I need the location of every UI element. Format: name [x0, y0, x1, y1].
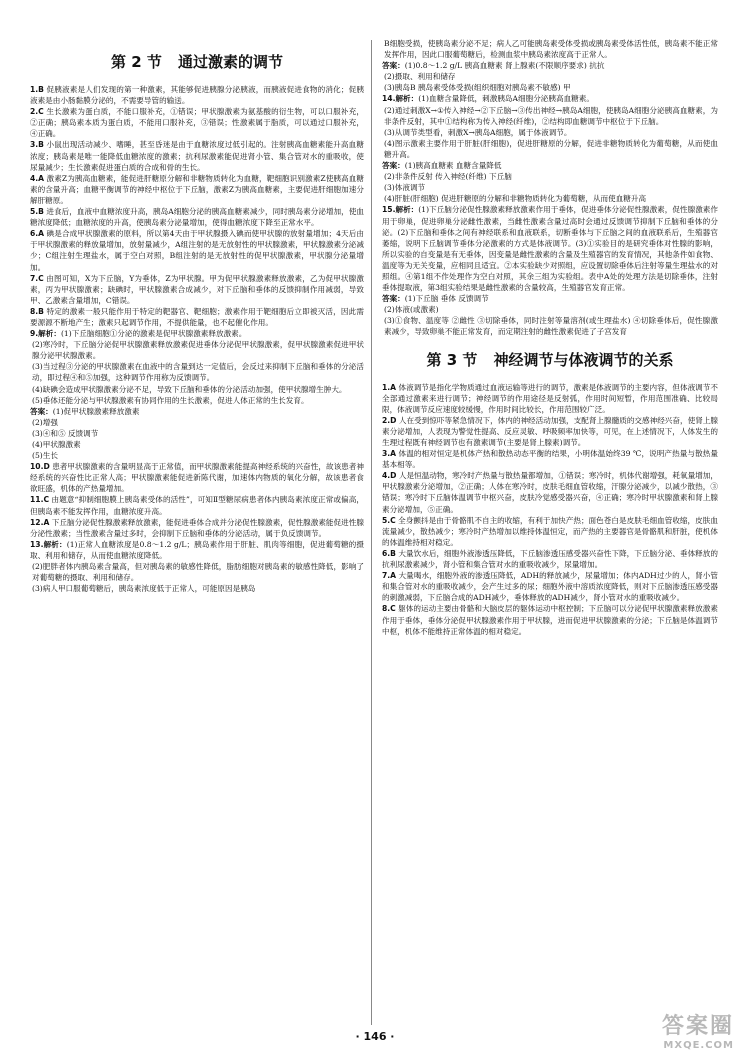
- section-heading: 神经调节与体液调节的关系: [493, 350, 674, 369]
- list-item: (2)增强: [32, 417, 58, 427]
- page-number: · 146 ·: [355, 1030, 395, 1043]
- section-heading: 通过激素的调节: [177, 53, 283, 71]
- left-column: [30, 40, 364, 1025]
- list-item: (2)摄取、利用和储存: [384, 72, 456, 82]
- list-item: (5)垂体还能分泌与甲状腺激素有协同作用的生长激素，促进人体正常的生长发育。: [32, 395, 309, 405]
- list-item: B细胞受损，使胰岛素分泌不足；病人乙可能胰岛素受体受损或胰岛素受体活性低，胰岛素不能正常发挥作用，因此口服葡萄糖后，检测血浆中胰岛素浓度高于正常人。: [384, 39, 718, 60]
- list-item: 7.C 由图可知，X为下丘脑，Y为垂体，Z为甲状腺。甲为促甲状腺激素释放激素，乙为促甲状腺激素，丙为甲状腺激素；缺碘时，甲状腺激素合成减少，对下丘脑和垂体的反馈抑制作用减弱，导致甲、乙激素含量增加，C错误。: [30, 273, 364, 305]
- list-item: (2)肥胖者体内胰岛素含量高，但对胰岛素的敏感性降低，脂肪细胞对胰岛素的敏感性降低，影响了对葡萄糖的摄取、利用和储存。: [32, 562, 364, 583]
- list-item: (3)胰岛B 胰岛素受体受损(组织细胞对胰岛素不敏感) 甲: [384, 83, 571, 93]
- list-item: (2)非条件反射 传入神经(纤维) 下丘脑: [384, 172, 512, 182]
- column-divider: [371, 40, 372, 1025]
- list-item: (4)甲状腺激素: [32, 440, 81, 449]
- list-item: 8.B 特定的激素一般只能作用于特定的靶器官、靶细胞；激素作用于靶细胞后立即被灭活，因此需要源源不断地产生；激素只起调节作用，不提供能量，也不起催化作用。: [30, 306, 364, 327]
- list-item: (4)图示激素主要作用于肝脏(肝细胞)，促进肝糖原的分解，促进非糖物质转化为葡萄糖，从而使血糖升高。: [384, 138, 718, 159]
- list-item: 5.B 进食后，血液中血糖浓度升高，胰岛A细胞分泌的胰高血糖素减少，同时胰岛素分泌增加，使血糖浓度降低；血糖浓度的升高，使胰岛素分泌量增加，使得血糖浓度下降至正常水平。: [30, 207, 364, 228]
- answer-list: [382, 38, 718, 338]
- watermark-logo: [584, 1008, 734, 1052]
- section-title-2: [30, 52, 364, 72]
- list-item: 3.A 体温的相对恒定是机体产热和散热动态平衡的结果，小明体温始终39 ℃，说明产热量与散热量基本相等。: [382, 449, 718, 470]
- list-item: (3)④和⑤ 反馈调节: [32, 428, 99, 438]
- list-item: 14.解析：(1)血糖含量降低，刺激胰岛A细胞分泌胰高血糖素。: [382, 94, 594, 104]
- list-item: (4)肝脏(肝细胞) 促进肝糖原的分解和非糖物质转化为葡萄糖，从而使血糖升高: [384, 194, 647, 204]
- list-item: 6.B 大量饮水后，细胞外液渗透压降低，下丘脑渗透压感受器兴奋性下降，下丘脑分泌、垂体释放的抗利尿激素减少，肾小管和集合管对水的重吸收减少，尿量增加。: [382, 548, 718, 570]
- watermark-url: MXQE.COM: [663, 1040, 734, 1051]
- list-item: 6.A 碘是合成甲状腺激素的原料，所以第4天由于甲状腺摄入碘而使甲状腺的放射量增加；4天后由于甲状腺激素的释放量增加，放射量减少，A组注射的是无放射性的甲状腺激素，甲状腺激素分泌减少；C组注射生理盐水，属于空白对照，B组注射的是无放射性的促甲状腺激素，甲状腺分泌量增加。: [30, 229, 364, 272]
- list-item: 2.C 生长激素为蛋白质，不能口服补充，①错误；甲状腺激素为氨基酸的衍生物，可以口服补充，②正确；胰岛素本质为蛋白质，不能用口服补充，③错误；性激素属于脂质，可以通过口服补充，④正确。: [30, 107, 364, 139]
- list-item: (3)病人甲口服葡萄糖后，胰岛素浓度低于正常人，可能原因是胰岛: [32, 584, 256, 594]
- list-item: 8.C 躯体的运动主要由骨骼和大脑皮层的躯体运动中枢控制；下丘脑可以分泌促甲状腺激素释放激素作用于垂体，垂体分泌促甲状腺激素作用于甲状腺，进而促进甲状腺激素的分泌；下丘脑是体温调节中枢，机体不能维持正常体温的相对稳定。: [382, 604, 718, 636]
- list-item: (2)体液(或激素): [384, 305, 439, 315]
- list-item: 5.C 全身颤抖是由于骨骼肌不自主的收缩，有利于加快产热；面色苍白是皮肤毛细血管收缩，皮肤血流量减少，散热减少；寒冷时产热增加以维持体温恒定，而产热的主要器官是骨骼肌和肝脏，使机体的体温维持相对稳定。: [382, 515, 718, 547]
- list-item: 4.D 人是恒温动物，寒冷时产热量与散热量都增加，①错误；寒冷时，机体代谢增强，耗氧量增加，甲状腺激素分泌增加，②正确；人体在寒冷时，皮肤毛细血管收缩，汗腺分泌减少，以减少散热，③错误；寒冷时下丘脑体温调节中枢兴奋，皮肤冷觉感受器兴奋，④正确；寒冷时甲状腺激素和肾上腺素分泌增加，⑤正确。: [382, 471, 718, 514]
- list-item: 答案：(1)胰高血糖素 血糖含量降低: [382, 161, 502, 171]
- answer-list: [382, 382, 718, 637]
- list-item: 13.解析：(1)正常人血糖浓度是0.8～1.2 g/L；胰岛素作用于肝脏、肌肉等细胞，促进葡萄糖的摄取、利用和储存，从而使血糖浓度降低。: [30, 539, 364, 560]
- list-item: 15.解析：(1)下丘脑分泌促性腺激素释放激素作用于垂体，促进垂体分泌促性腺激素，促性腺激素作用于卵巢，促进卵巢分泌雌性激素，当雌性激素含量过高时会通过反馈调节抑制下丘脑和垂体的分泌。(2)下丘脑和垂体之间有神经联系和血液联系，切断垂体与下丘脑之间的血液联系后，生殖器官萎缩，说明下丘脑调节垂体分泌激素的方式是体液调节。(3)①实验目的是研究垂体对性腺的影响，所以实验的自变量是有无垂体，因变量是雌性激素的含量及生殖器官的发育情况，其他条件如食物、温度等为无关变量，应相同且适宜。②本实验缺少对照组，应设置切除垂体后注射等量生理盐水的对照组。④第1组不作处理作为空白对照，其余三组为实验组。表中A处的处理方法是切除垂体，注射垂体提取液，第3组实验结果是雌性激素的含量较高，生殖器官发育正常。: [382, 205, 718, 293]
- section-title-3: [382, 350, 718, 370]
- list-item: 3.B 小鼠出现活动减少、嗜睡，甚至昏迷是由于血糖浓度过低引起的。注射胰高血糖素能升高血糖浓度；胰岛素是唯一能降低血糖浓度的激素；抗利尿激素能促进肾小管、集合管对水的重吸收，使尿量减少；生长激素促进蛋白质的合成和骨的生长。: [30, 140, 364, 172]
- list-item: (3)当过程③分泌的甲状腺激素在血液中的含量到达一定值后，会反过来抑制下丘脑和垂体的分泌活动，即过程④和⑤加强，这种调节作用称为反馈调节。: [32, 362, 364, 383]
- list-item: 答案：(1)促甲状腺激素释放激素: [30, 406, 140, 416]
- answer-list: [30, 84, 364, 594]
- list-item: (3)①食物、温度等 ②雌性 ③切除垂体，同时注射等量溶剂(或生理盐水) ④切除垂体后，促性腺激素减少，导致卵巢不能正常发育，而定期注射的雌性激素促进了子宫发育: [384, 316, 718, 337]
- list-item: (2)通过刺激X→①传入神经→②下丘脑→③传出神经→胰岛A细胞，使胰岛A细胞分泌胰高血糖素，为非条件反射，其中①结构称为传入神经(纤维)，②结构即血糖调节中枢位于下丘脑。: [384, 105, 718, 126]
- section-number: 第 2 节: [111, 53, 162, 71]
- list-item: 答案：(1)0.8～1.2 g/L 胰高血糖素 肾上腺素(不限顺序要求) 抗抗: [382, 61, 605, 71]
- list-item: 7.A 大量喝水，细胞外液的渗透压降低，ADH的释放减少，尿量增加；体内ADH过少的人，肾小管和集合管对水的重吸收减少，会产生过多的尿；细胞外液中溶质浓度降低，则对下丘脑渗透压感受器的刺激减弱，下丘脑合成的ADH减少，垂体释放的ADH减少，肾小管对水的重吸收减少。: [382, 571, 718, 603]
- list-item: 1.A 体液调节是指化学物质通过血液运输等进行的调节，激素是体液调节的主要内容，但体液调节不全部通过激素来进行调节；神经调节的作用途径是反射弧，作用时间短暂，作用范围准确、比较局限，体液调节反应速度较缓慢，作用时间比较长，作用范围较广泛。: [382, 382, 718, 414]
- list-item: 9.解析：(1)下丘脑细胞①分泌的激素是促甲状腺激素释放激素。: [30, 329, 247, 339]
- list-item: 12.A 下丘脑分泌促性腺激素释放激素，能促进垂体合成并分泌促性腺激素，促性腺激素能促进性腺分泌性激素；当性激素含量过多时，会抑制下丘脑和垂体的分泌活动，属于负反馈调节。: [30, 517, 364, 538]
- right-column: [382, 38, 718, 1023]
- section-number: 第 3 节: [426, 350, 478, 369]
- list-item: 2.D 人在受到惊吓等紧急情况下，体内的神经活动加强，支配肾上腺髓质的交感神经兴奋，使肾上腺素分泌增加，人表现为警觉性提高、反应灵敏、呼吸频率加快等，可见，在上述情况下，人体发生的生理过程既有神经调节也有激素调节(主要是肾上腺素)调节。: [382, 415, 718, 447]
- list-item: (4)缺碘会造成甲状腺激素分泌不足，导致下丘脑和垂体的分泌活动加强，使甲状腺增生肿大。: [32, 384, 347, 394]
- list-item: 答案：(1)下丘脑 垂体 反馈调节: [382, 294, 489, 304]
- list-item: 10.D 患者甲状腺激素的含量明显高于正常值，而甲状腺激素能提高神经系统的兴奋性，故该患者神经系统的兴奋性比正常人高；甲状腺激素能促进新陈代谢，加速体内物质的氧化分解，故该患者食欲旺盛，机体的产热量增加。: [30, 462, 364, 494]
- list-item: (2)寒冷时，下丘脑分泌促甲状腺激素释放激素促进垂体分泌促甲状腺激素，促甲状腺激素促进甲状腺分泌甲状腺激素。: [32, 340, 364, 361]
- list-item: (3)从调节类型看，刺激X→胰岛A细胞，属于体液调节。: [384, 127, 572, 137]
- list-item: 1.B 促胰液素是人们发现的第一种激素，其能够促进胰腺分泌胰液，而胰液促进食物的消化；促胰液素是由小肠黏膜分泌的，不需要导管的输送。: [30, 85, 364, 106]
- list-item: (3)体液调节: [384, 183, 426, 193]
- watermark-text: 答案圈: [661, 1014, 734, 1039]
- list-item: 11.C 由题意“抑制细胞膜上胰岛素受体的活性”，可知Ⅱ型糖尿病患者体内胰岛素浓度正常或偏高，但胰岛素不能发挥作用，血糖浓度升高。: [30, 495, 364, 516]
- list-item: 4.A 激素Z为胰高血糖素，能促进肝糖原分解和非糖物质转化为血糖，靶细胞识别激素Z使胰高血糖素的含量升高；血糖平衡调节的神经中枢位于下丘脑，激素Z为胰高血糖素，主要促进肝细胞加速分解肝糖原。: [30, 173, 364, 205]
- list-item: (5)生长: [32, 451, 58, 461]
